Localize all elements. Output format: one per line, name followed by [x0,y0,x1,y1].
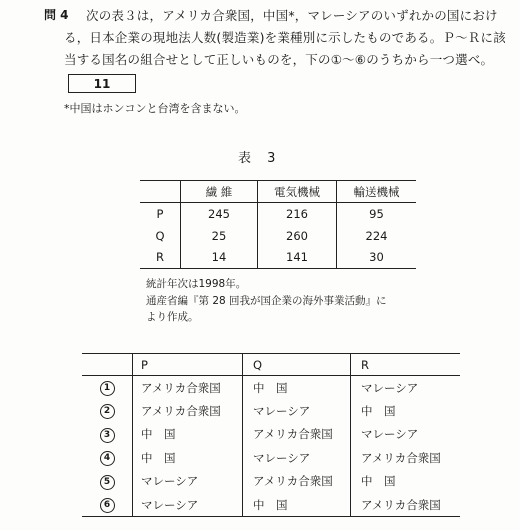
table-note-year: 統計年次は1998年。 [146,278,247,290]
table-cell: 224 [365,228,388,243]
question-text-line-3: 当する国名の組合せとして正しいものを，下の①～⑥のうちから一つ選べ。 [64,52,494,67]
table-cell: 30 [369,250,384,265]
header-cell [140,181,181,203]
choice-cell: 中 国 [243,376,351,400]
choice-cell: アメリカ合衆国 [243,423,351,447]
header-cell-transport: 輸送機械 [353,184,400,199]
choice-cell: マレーシア [243,446,351,470]
table-row [140,225,416,247]
table-cell: 260 [258,225,337,247]
choice-number: 1 [100,381,115,396]
header-cell-r: R [361,357,369,372]
choice-cell: 中 国 [133,423,243,447]
footnote: *中国はホンコンと台湾を含まない。 [64,102,246,115]
table3-title: 表 3 [238,151,282,166]
choices-header-row [82,354,460,376]
choice-cell: 中 国 [133,446,243,470]
table-header-row [140,181,416,203]
choices-table [82,353,460,517]
table-cell: 216 [258,203,337,225]
choice-number: 2 [100,404,115,419]
choice-row[interactable] [82,376,460,400]
choice-row[interactable] [82,446,460,470]
header-cell-electrical: 電気機械 [258,181,337,203]
question-text-line-1: 次の表３は，アメリカ合衆国，中国*，マレーシアのいずれかの国におけ [86,8,498,23]
choice-cell: マレーシア [361,380,419,395]
choice-cell: マレーシア [243,399,351,423]
answer-number-box: 11 [68,74,136,93]
choice-row[interactable] [82,423,460,447]
header-cell-textile: 繊 維 [181,181,258,203]
choice-number: 3 [100,428,115,443]
row-label: P [140,203,181,225]
choice-number: 4 [100,451,115,466]
choice-cell: アメリカ合衆国 [361,450,441,465]
choice-cell: 中 国 [243,493,351,517]
header-cell-q: Q [243,354,351,376]
table-note-source: 通産省編『第 28 回我が国企業の海外事業活動』に [146,295,387,307]
choice-number: 6 [100,498,115,513]
table-cell: 141 [258,247,337,269]
choice-cell: アメリカ合衆国 [133,376,243,400]
header-cell [82,354,133,376]
row-label: R [140,247,181,269]
choice-row[interactable] [82,493,460,517]
choice-cell: アメリカ合衆国 [133,399,243,423]
table-row [140,247,416,269]
header-cell-p: P [133,354,243,376]
choice-cell: マレーシア [133,470,243,494]
table-note-source-cont: より作成。 [146,311,199,323]
table-cell: 25 [181,225,258,247]
table-row [140,203,416,225]
question-label: 問 4 [44,8,69,22]
table-cell: 245 [181,203,258,225]
choice-cell: アメリカ合衆国 [243,470,351,494]
table-cell: 14 [181,247,258,269]
choice-row[interactable] [82,470,460,494]
choice-cell: 中 国 [361,474,396,489]
table-cell: 95 [369,206,384,221]
choice-cell: マレーシア [361,427,419,442]
row-label: Q [140,225,181,247]
choice-cell: 中 国 [361,403,396,418]
choice-number: 5 [100,475,115,490]
choice-cell: マレーシア [133,493,243,517]
data-table [140,180,416,269]
choice-row[interactable] [82,399,460,423]
choice-cell: アメリカ合衆国 [361,497,441,512]
question-text-line-2: る，日本企業の現地法人数(製造業)を業種別に示したものである。Ｐ～Ｒに該 [64,30,506,45]
